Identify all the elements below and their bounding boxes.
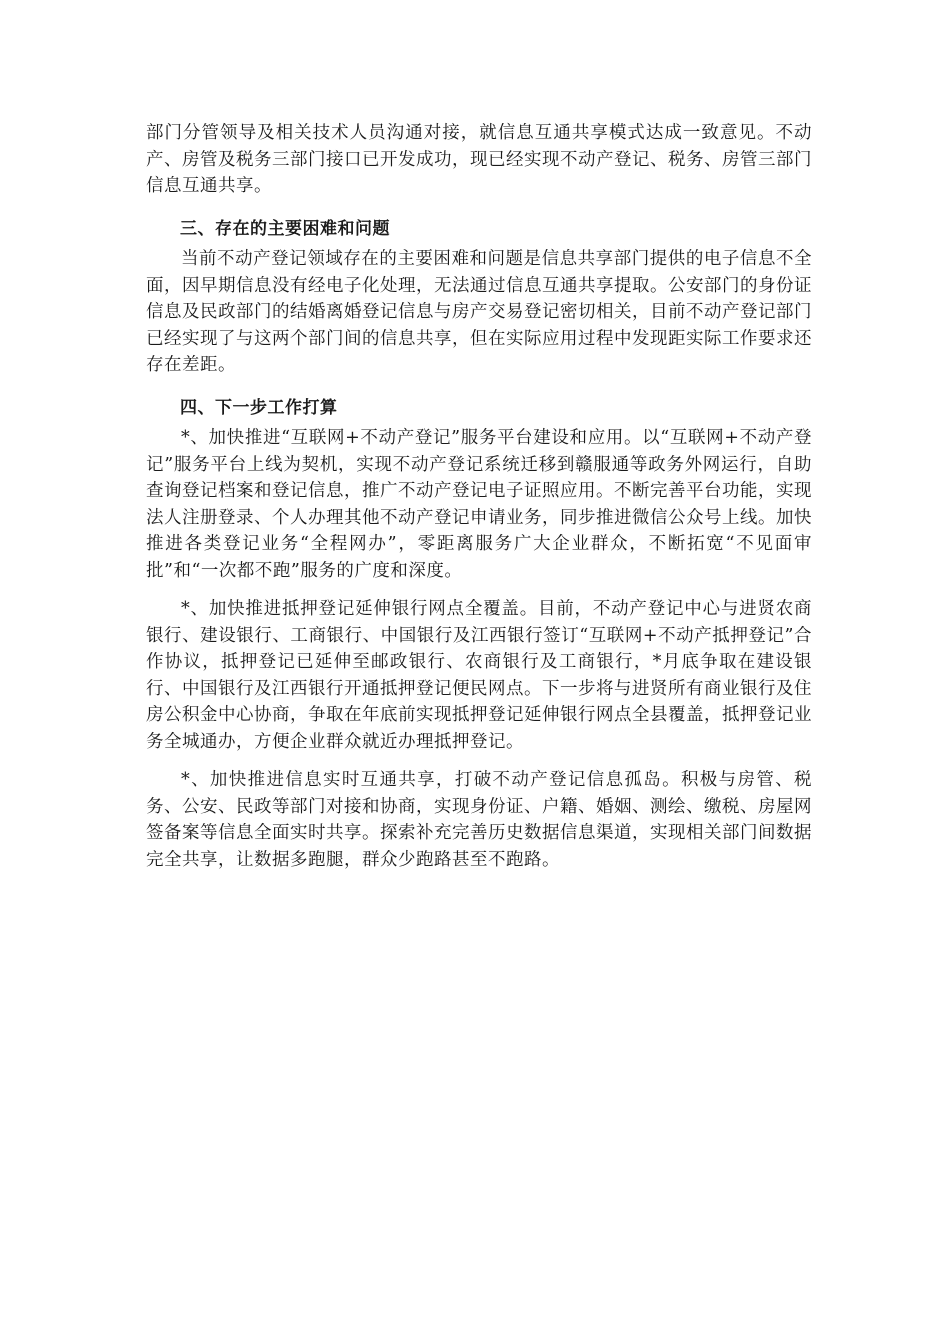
spacer [146, 755, 812, 767]
section-heading-4: 四、下一步工作打算 [180, 397, 338, 418]
paragraph-problems: 当前不动产登记领域存在的主要困难和问题是信息共享部门提供的电子信息不全面，因早期信息没有经电子化处理，无法通过信息互通共享提取。公安部门的身份证信息及民政部门的结婚离婚登记信息与房产交易登记密切相关，目前不动产登记部门已经实现了与这两个部门间的信息共享，但在实际应用过程中发现距实际工作要求还存在差距。 [146, 249, 812, 375]
paragraph-continuation: 部门分管领导及相关技术人员沟通对接，就信息互通共享模式达成一致意见。不动产、房管及税务三部门接口已开发成功，现已经实现不动产登记、税务、房管三部门信息互通共享。 [146, 123, 812, 196]
paragraph-plan-3: *、加快推进信息实时互通共享，打破不动产登记信息孤岛。积极与房管、税务、公安、民政等部门对接和协商，实现身份证、户籍、婚姻、测绘、缴税、房屋网签备案等信息全面实时共享。探索补充完善历史数据信息渠道，实现相关部门间数据完全共享，让数据多跑腿，群众少跑路甚至不跑路。 [146, 770, 812, 870]
spacer [146, 584, 812, 596]
spacer [146, 379, 812, 391]
section-heading-3: 三、存在的主要困难和问题 [180, 218, 390, 239]
paragraph-plan-1: *、加快推进“互联网+不动产登记”服务平台建设和应用。以“互联网+不动产登记”服务平台上线为契机，实现不动产登记系统迁移到赣服通等政务外网运行，自助查询登记档案和登记信息，推广不动产登记电子证照应用。不断完善平台功能，实现法人注册登录、个人办理其他不动产登记申请业务，同步推进微信公众号上线。加快推进各类登记业务“全程网办”，零距离服务广大企业群众，不断拓宽“不见面审批”和“一次都不跑”服务的广度和深度。 [146, 428, 812, 581]
spacer [146, 200, 812, 212]
document-body [146, 120, 812, 873]
paragraph-plan-2: *、加快推进抵押登记延伸银行网点全覆盖。目前，不动产登记中心与进贤农商银行、建设银行、工商银行、中国银行及江西银行签订“互联网+不动产抵押登记”合作协议，抵押登记已延伸至邮政银行、农商银行及工商银行，*月底争取在建设银行、中国银行及江西银行开通抵押登记便民网点。下一步将与进贤所有商业银行及住房公积金中心协商，争取在年底前实现抵押登记延伸银行网点全县覆盖，抵押登记业务全城通办，方便企业群众就近办理抵押登记。 [146, 599, 812, 752]
